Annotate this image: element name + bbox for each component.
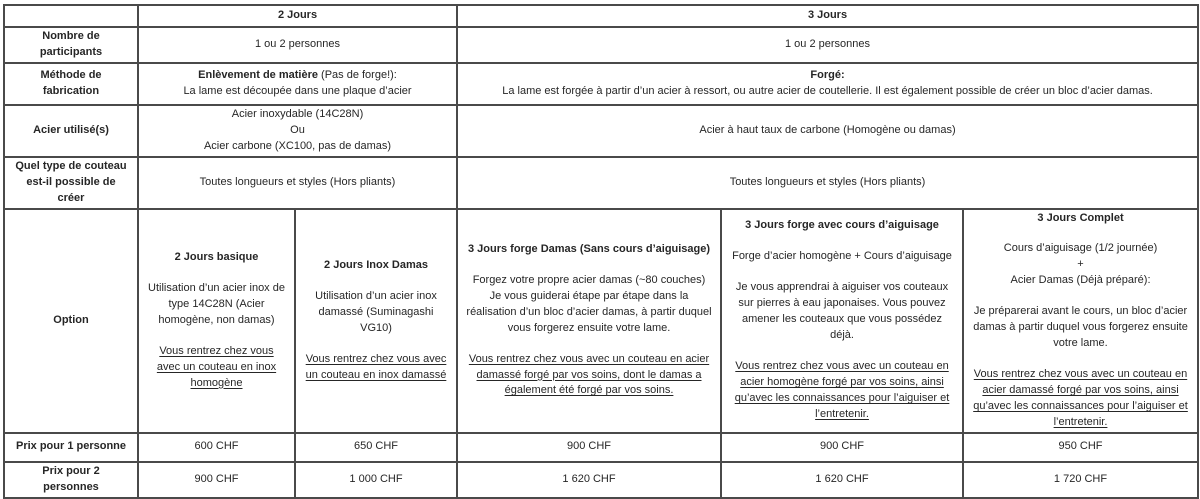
option-takeaway: Vous rentrez chez vous avec un couteau en acier damassé forgé par vos soins, dont le damas a également été forgé par vos soins. <box>468 352 710 397</box>
table-row <box>4 5 1198 27</box>
method-3-jours-title: Forgé: <box>810 68 845 81</box>
row-label-participants: Nombre de participants <box>4 27 138 63</box>
option-cell-3-jours-complet <box>963 209 1198 433</box>
row-label-price-two: Prix pour 2 personnes <box>4 462 138 498</box>
option-plus-sign: + <box>1077 258 1084 271</box>
price-one-3-jours-forge-aiguisage: 900 CHF <box>721 433 963 462</box>
row-label-option: Option <box>4 209 138 433</box>
price-two-2-jours-basique: 900 CHF <box>138 462 295 498</box>
row-label-knife-type: Quel type de couteau est-il possible de créer <box>4 157 138 209</box>
method-2-jours-title: Enlèvement de matière <box>198 68 318 81</box>
option-takeaway: Vous rentrez chez vous avec un couteau en inox homogène <box>156 344 277 389</box>
option-cell-3-jours-forge-damas <box>457 209 721 433</box>
table-row <box>4 63 1198 105</box>
option-description: Je préparerai avant le cours, un bloc d’acier damas à partir duquel vous forgerez ensuite votre lame. <box>973 305 1188 350</box>
option-description: Je vous apprendrai à aiguiser vos couteaux sur pierres à eau japonaises. Vous pouvez amener les couteaux que vous possédez déjà. <box>735 281 949 342</box>
participants-3-jours: 1 ou 2 personnes <box>457 27 1198 63</box>
corner-cell <box>4 5 138 27</box>
option-description: Utilisation d’un acier inox damassé (Suminagashi VG10) <box>315 289 437 334</box>
option-cell-2-jours-basique <box>138 209 295 433</box>
price-one-3-jours-forge-damas: 900 CHF <box>457 433 721 462</box>
knife-type-3-jours: Toutes longueurs et styles (Hors pliants) <box>457 157 1198 209</box>
row-label-steel: Acier utilisé(s) <box>4 105 138 157</box>
option-description: Acier Damas (Déjà préparé): <box>1010 274 1151 287</box>
option-title: 3 Jours Complet <box>1037 211 1124 224</box>
table-row <box>4 209 1198 433</box>
course-pricing-table <box>3 4 1199 499</box>
option-title: 3 Jours forge avec cours d’aiguisage <box>745 219 939 232</box>
column-header-3-jours: 3 Jours <box>457 5 1198 27</box>
option-cell-2-jours-inox-damas <box>295 209 457 433</box>
steel-3-jours: Acier à haut taux de carbone (Homogène ou damas) <box>457 105 1198 157</box>
participants-2-jours: 1 ou 2 personnes <box>138 27 457 63</box>
method-2-jours-note: (Pas de forge!): <box>317 68 397 81</box>
method-3-jours-line2: La lame est forgée à partir d’un acier à ressort, ou autre acier de coutellerie. Il est également possible de créer un bloc d’acier damas. <box>502 84 1153 97</box>
price-two-3-jours-complet: 1 720 CHF <box>963 462 1198 498</box>
price-two-3-jours-forge-aiguisage: 1 620 CHF <box>721 462 963 498</box>
steel-2-jours <box>138 105 457 157</box>
steel-2-jours-line2: Ou <box>290 123 305 136</box>
knife-type-2-jours: Toutes longueurs et styles (Hors pliants) <box>138 157 457 209</box>
steel-2-jours-line3: Acier carbone (XC100, pas de damas) <box>203 139 392 152</box>
option-title: 2 Jours basique <box>174 250 259 263</box>
price-one-2-jours-inox-damas: 650 CHF <box>295 433 457 462</box>
price-two-2-jours-inox-damas: 1 000 CHF <box>295 462 457 498</box>
option-title: 2 Jours Inox Damas <box>324 258 428 271</box>
option-title: 3 Jours forge Damas (Sans cours d’aiguisage) <box>467 242 711 255</box>
steel-2-jours-line1: Acier inoxydable (14C28N) <box>231 107 364 120</box>
option-description: Cours d’aiguisage (1/2 journée) <box>1003 242 1158 255</box>
option-takeaway: Vous rentrez chez vous avec un couteau en inox damassé <box>305 352 447 381</box>
option-description: Utilisation d’un acier inox de type 14C28N (Acier homogène, non damas) <box>148 281 285 326</box>
row-label-method: Méthode de fabrication <box>4 63 138 105</box>
method-3-jours <box>457 63 1198 105</box>
table-row <box>4 462 1198 498</box>
price-one-3-jours-complet: 950 CHF <box>963 433 1198 462</box>
price-two-3-jours-forge-damas: 1 620 CHF <box>457 462 721 498</box>
table-row <box>4 27 1198 63</box>
price-one-2-jours-basique: 600 CHF <box>138 433 295 462</box>
option-cell-3-jours-forge-aiguisage <box>721 209 963 433</box>
option-description: Forge d’acier homogène + Cours d’aiguisage <box>732 250 952 263</box>
method-2-jours-line1 <box>147 68 448 84</box>
option-description: Je vous guiderai étape par étape dans la réalisation d’un bloc d’acier damas, à partir duquel vous forgerez ensuite votre lame. <box>466 289 712 334</box>
option-takeaway: Vous rentrez chez vous avec un couteau en acier damassé forgé par vos soins, ainsi qu’avec les connaissances pour l’aiguiser et l’entretenir. <box>973 368 1188 428</box>
table-row <box>4 157 1198 209</box>
option-takeaway: Vous rentrez chez vous avec un couteau en acier homogène forgé par vos soins, ainsi qu’avec les connaissances pour l’aiguiser et l’entretenir. <box>734 360 950 420</box>
table-row <box>4 105 1198 157</box>
method-2-jours <box>138 63 457 105</box>
column-header-2-jours: 2 Jours <box>138 5 457 27</box>
method-2-jours-line2: La lame est découpée dans une plaque d’acier <box>183 84 412 97</box>
table-row <box>4 433 1198 462</box>
row-label-price-one: Prix pour 1 personne <box>4 433 138 462</box>
option-description: Forgez votre propre acier damas (~80 couches) <box>472 273 706 286</box>
